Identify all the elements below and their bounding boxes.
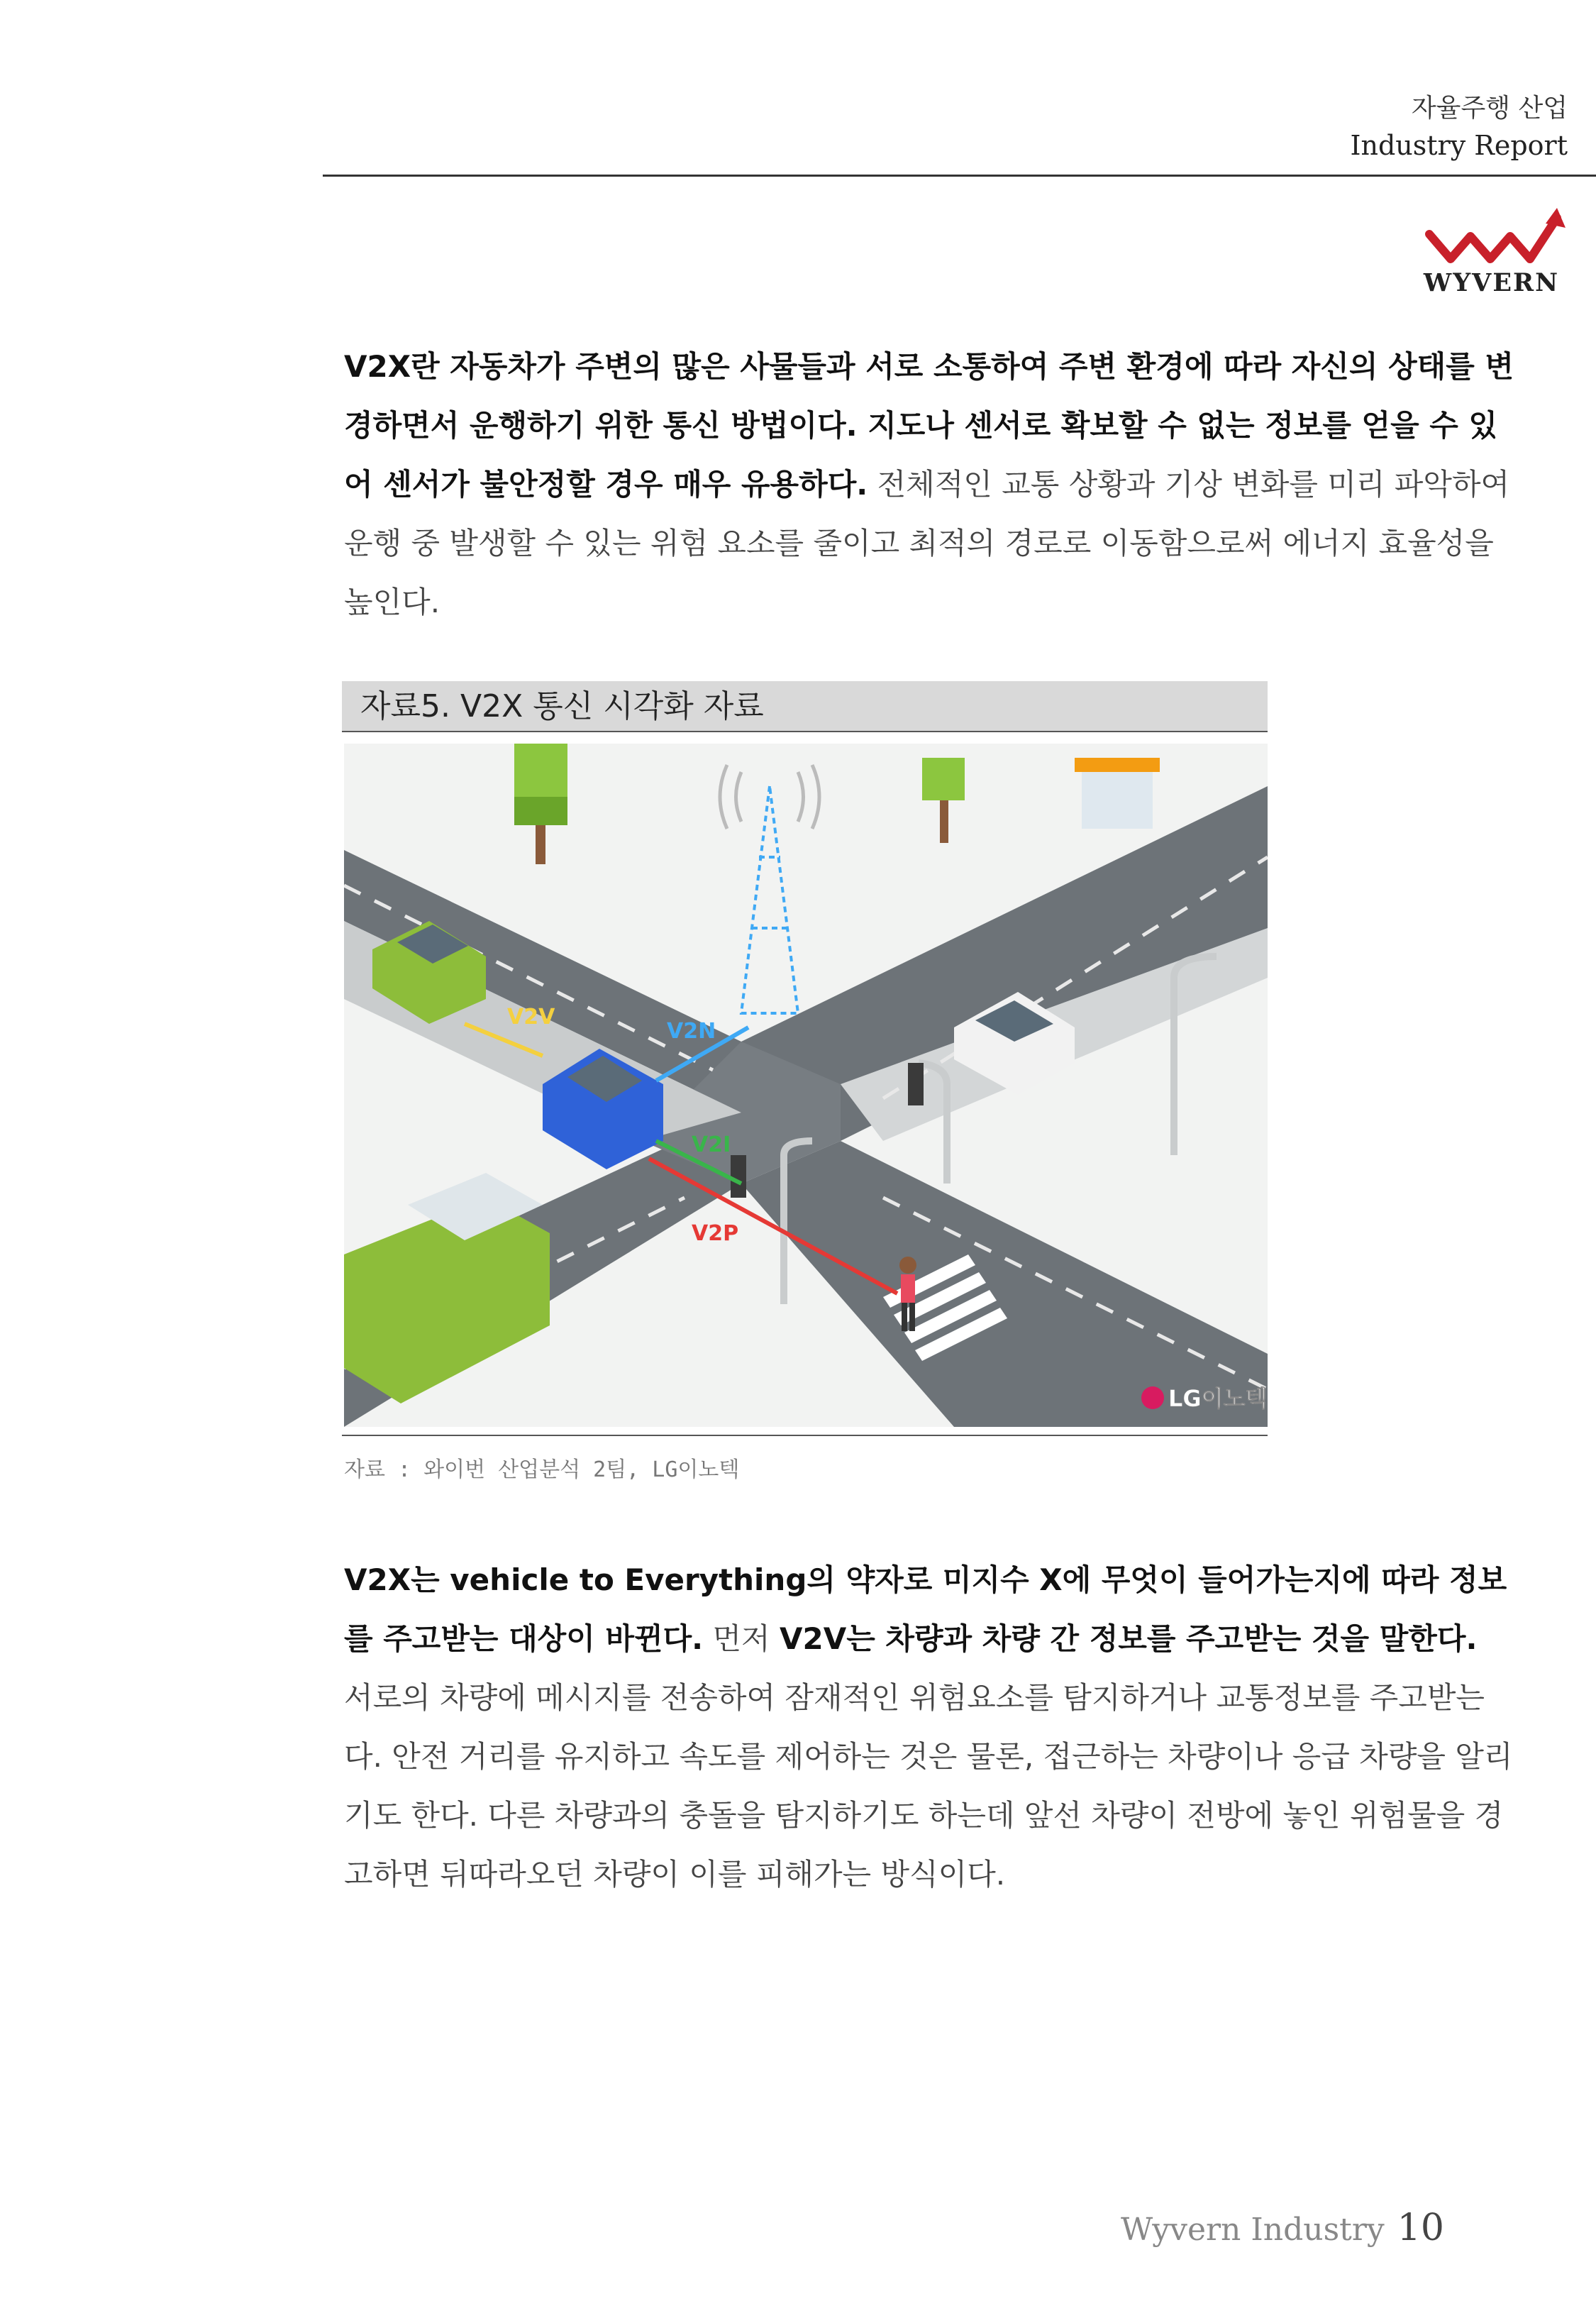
footer (1121, 2203, 1447, 2255)
page-number: 10 (1397, 2207, 1444, 2249)
v2v-label: V2V (507, 1005, 555, 1030)
footer-company: Wyvern Industry (1121, 2212, 1385, 2248)
intro-regular-text: 전체적인 교통 상황과 기상 변화를 미리 파악하여 운행 중 발생할 수 있는 위험 요소를 줄이고 최적의 경로로 이동함으로써 에너지 효율성을 높인다. (344, 467, 1510, 619)
traffic-light-icon (731, 1155, 746, 1198)
figure-caption-bar (342, 681, 1268, 732)
figure-divider (342, 1435, 1268, 1436)
intro-bold-text: V2X란 자동차가 주변의 많은 사물들과 서로 소통하여 주변 환경에 따라 자신의 상태를 변경하면서 운행하기 위한 통신 방법이다. 지도나 센서로 확보할 수 없는 정보를 얻을 수 있어 센서가 불안정할 경우 매우 유용하다. (344, 349, 1514, 502)
v2n-label: V2N (667, 1019, 716, 1044)
figure-source: 자료 : 와이번 산업분석 2팀, LG이노텍 (344, 1457, 740, 1482)
header-divider (323, 175, 1596, 177)
header-title: 자율주행 산업 (1411, 94, 1568, 123)
v2x-illustration (344, 744, 1268, 1427)
figure-caption: 자료5. V2X 통신 시각화 자료 (360, 688, 764, 724)
logo-text: WYVERN (1423, 268, 1560, 297)
v2x-bold-text: V2X는 vehicle to Everything의 약자로 미지수 X에 무엇이 들어가는지에 따라 정보를 주고받는 대상이 바뀐다. (344, 1562, 1507, 1656)
watermark-text: LG이노텍 (1168, 1385, 1268, 1412)
traffic-light-icon (908, 1063, 924, 1105)
v2i-label: V2I (692, 1132, 731, 1157)
v2x-description-paragraph (344, 1550, 1514, 1904)
header-subtitle: Industry Report (1350, 130, 1568, 161)
v2v-bold-text: V2V는 차량과 차량 간 정보를 주고받는 것을 말한다. (779, 1621, 1478, 1656)
intro-paragraph (344, 337, 1514, 631)
v2x-regular-text: 먼저 (703, 1621, 780, 1656)
v2p-label: V2P (692, 1221, 739, 1246)
lg-logo-icon (1141, 1386, 1164, 1409)
bus-stop-icon (1075, 758, 1160, 829)
v2v-regular-text: 서로의 차량에 메시지를 전송하여 잠재적인 위험요소를 탐지하거나 교통정보를 주고받는다. 안전 거리를 유지하고 속도를 제어하는 것은 물론, 접근하는 차량이나 응급 차량을 알리기도 한다. 다른 차량과의 충돌을 탐지하기도 하는데 앞선 차량이 전방에 놓인 위험물을 경고하면 뒤따라오던 차량이 이를 피해가는 방식이다. (344, 1680, 1513, 1892)
